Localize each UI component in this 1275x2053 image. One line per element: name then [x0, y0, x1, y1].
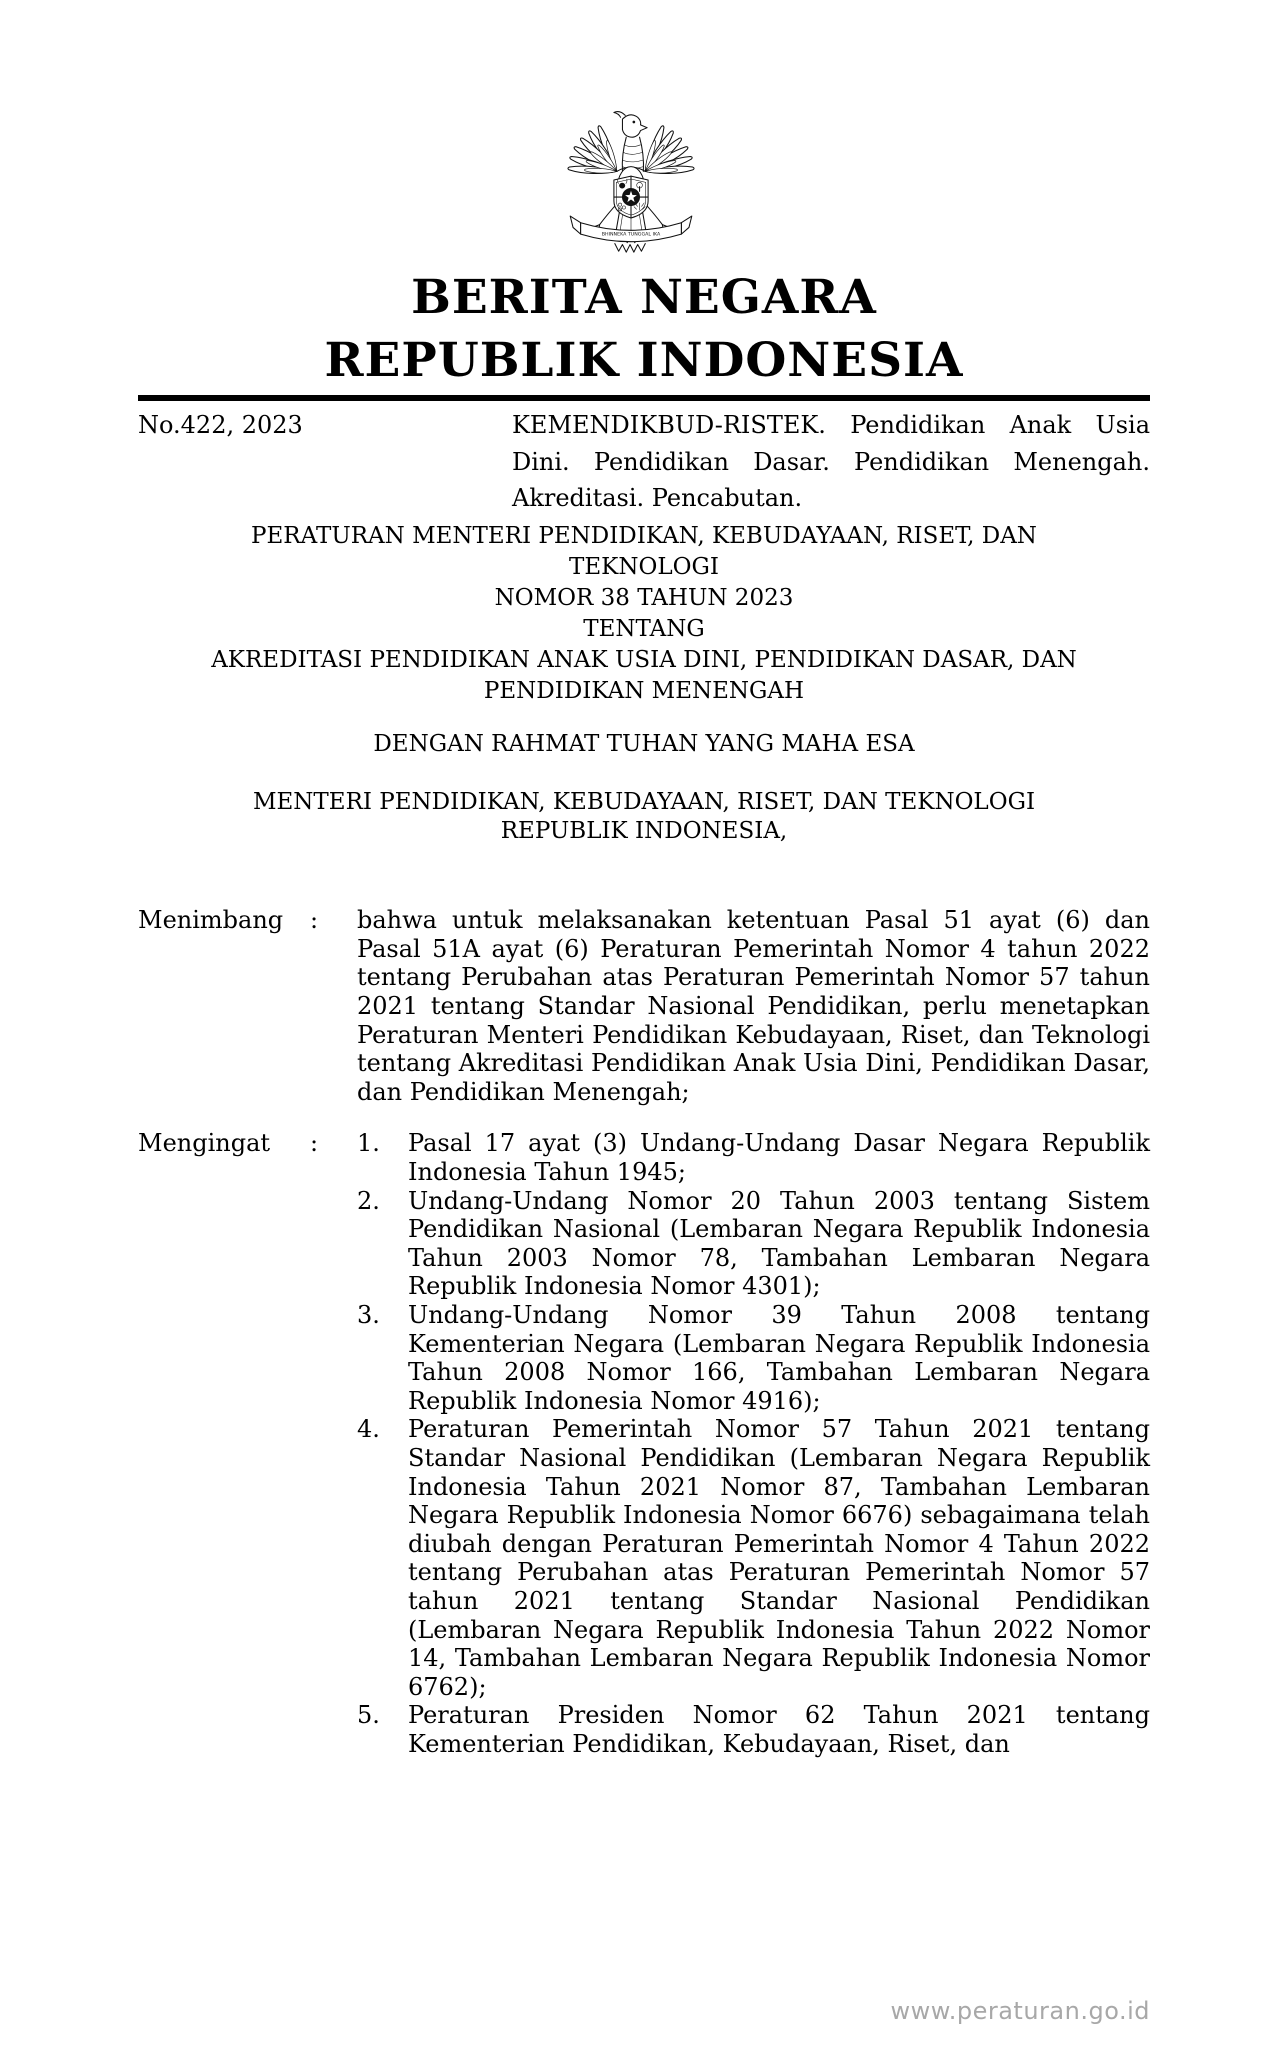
gazette-title: [138, 266, 1150, 392]
invocation-line: [138, 729, 1150, 760]
regulation-number-line: NOMOR 38 TAHUN 2023: [494, 585, 794, 612]
menimbang-text: bahwa untuk melaksanakan ketentuan Pasal 51 ayat (6) dan Pasal 51A ayat (6) Peraturan Pemerintah Nomor 4 tahun 2022 tentang Perubahan atas Peraturan Pemerintah Nomor 57 tahun 2021 tentang Standar Nasional Pendidikan, perlu menetapkan Peraturan Menteri Pendidikan Kebudayaan, Riset, dan Teknologi tentang Akreditasi Pendidikan Anak Usia Dini, Pendidikan Dasar, dan Pendidikan Menengah;: [357, 906, 1150, 1106]
legal-basis-item: [357, 1187, 1150, 1301]
regulation-subject-line: AKREDITASI PENDIDIKAN ANAK USIA DINI, PENDIDIKAN DASAR, DAN: [211, 647, 1077, 674]
item-text: Undang-Undang Nomor 20 Tahun 2003 tentang Sistem Pendidikan Nasional (Lembaran Negara Republik Indonesia Tahun 2003 Nomor 78, Tambahan Lembaran Negara Republik Indonesia Nomor 4301);: [408, 1186, 1150, 1301]
gazette-page: [0, 103, 1275, 2053]
item-text: Peraturan Presiden Nomor 62 Tahun 2021 tentang Kementerian Pendidikan, Kebudayaan, Riset, dan: [408, 1701, 1150, 1758]
authority-line2: REPUBLIK INDONESIA,: [500, 817, 788, 844]
abstract-row: [138, 407, 1150, 517]
mengingat-list: [357, 1129, 1150, 1758]
legal-basis-item: [357, 1129, 1150, 1186]
mengingat-section: [138, 1129, 1150, 1758]
legal-basis-item: [357, 1701, 1150, 1758]
gazette-title-line1: BERITA NEGARA: [411, 270, 877, 325]
item-text: Undang-Undang Nomor 39 Tahun 2008 tentang Kementerian Negara (Lembaran Negara Republik Indonesia Tahun 2008 Nomor 166, Tambahan Lembaran Negara Republik Indonesia Nomor 4916);: [408, 1301, 1150, 1415]
legal-basis-item: [357, 1301, 1150, 1415]
item-number: 2.: [357, 1186, 380, 1215]
regulation-title-line: PERATURAN MENTERI PENDIDIKAN, KEBUDAYAAN, RISET, DAN: [251, 523, 1037, 550]
masthead-divider-rule: [138, 395, 1150, 401]
garuda-pancasila-icon: [556, 103, 706, 255]
regulation-tentang-line: TENTANG: [583, 616, 705, 643]
mengingat-label: Mengingat: [138, 1129, 271, 1158]
issuing-authority: [138, 788, 1150, 845]
item-number: 3.: [357, 1301, 380, 1330]
regulation-title-line: TEKNOLOGI: [569, 554, 719, 581]
menimbang-section: [138, 906, 1150, 1106]
item-text: Pasal 17 ayat (3) Undang-Undang Dasar Negara Republik Indonesia Tahun 1945;: [408, 1129, 1150, 1187]
item-number: 1.: [357, 1129, 380, 1158]
item-number: 4.: [357, 1415, 380, 1444]
subject-abstract: KEMENDIKBUD-RISTEK. Pendidikan Anak Usia Dini. Pendidikan Dasar. Pendidikan Menengah. Akreditasi. Pencabutan.: [512, 411, 1150, 513]
legal-basis-item: [357, 1415, 1150, 1701]
regulation-subject-line: PENDIDIKAN MENENGAH: [483, 678, 805, 705]
garuda-pancasila-emblem: [556, 103, 706, 255]
invocation-text: DENGAN RAHMAT TUHAN YANG MAHA ESA: [373, 731, 915, 758]
item-number: 5.: [357, 1701, 380, 1730]
regulation-title: [138, 521, 1150, 707]
menimbang-colon: :: [310, 906, 319, 935]
authority-line1: MENTERI PENDIDIKAN, KEBUDAYAAN, RISET, DAN TEKNOLOGI: [252, 789, 1036, 816]
mengingat-colon: :: [310, 1129, 319, 1158]
issue-number: No.422, 2023: [138, 411, 303, 439]
gazette-title-line2: REPUBLIK INDONESIA: [324, 333, 964, 388]
item-text: Peraturan Pemerintah Nomor 57 Tahun 2021 tentang Standar Nasional Pendidikan (Lembaran Negara Republik Indonesia Tahun 2021 Nomor 87, Tambahan Lembaran Negara Republik Indonesia Nomor 6676) sebagaimana telah diubah dengan Peraturan Pemerintah Nomor 4 Tahun 2022 tentang Perubahan atas Peraturan Pemerintah Nomor 57 tahun 2021 tentang Standar Nasional Pendidikan (Lembaran Negara Republik Indonesia Tahun 2022 Nomor 14, Tambahan Lembaran Negara Republik Indonesia Nomor 6762);: [408, 1415, 1150, 1701]
emblem-motto-text: BHINNEKA TUNGGAL IKA: [601, 232, 661, 238]
menimbang-label: Menimbang: [138, 906, 284, 935]
peraturan-watermark: www.peraturan.go.id: [890, 1997, 1150, 2025]
